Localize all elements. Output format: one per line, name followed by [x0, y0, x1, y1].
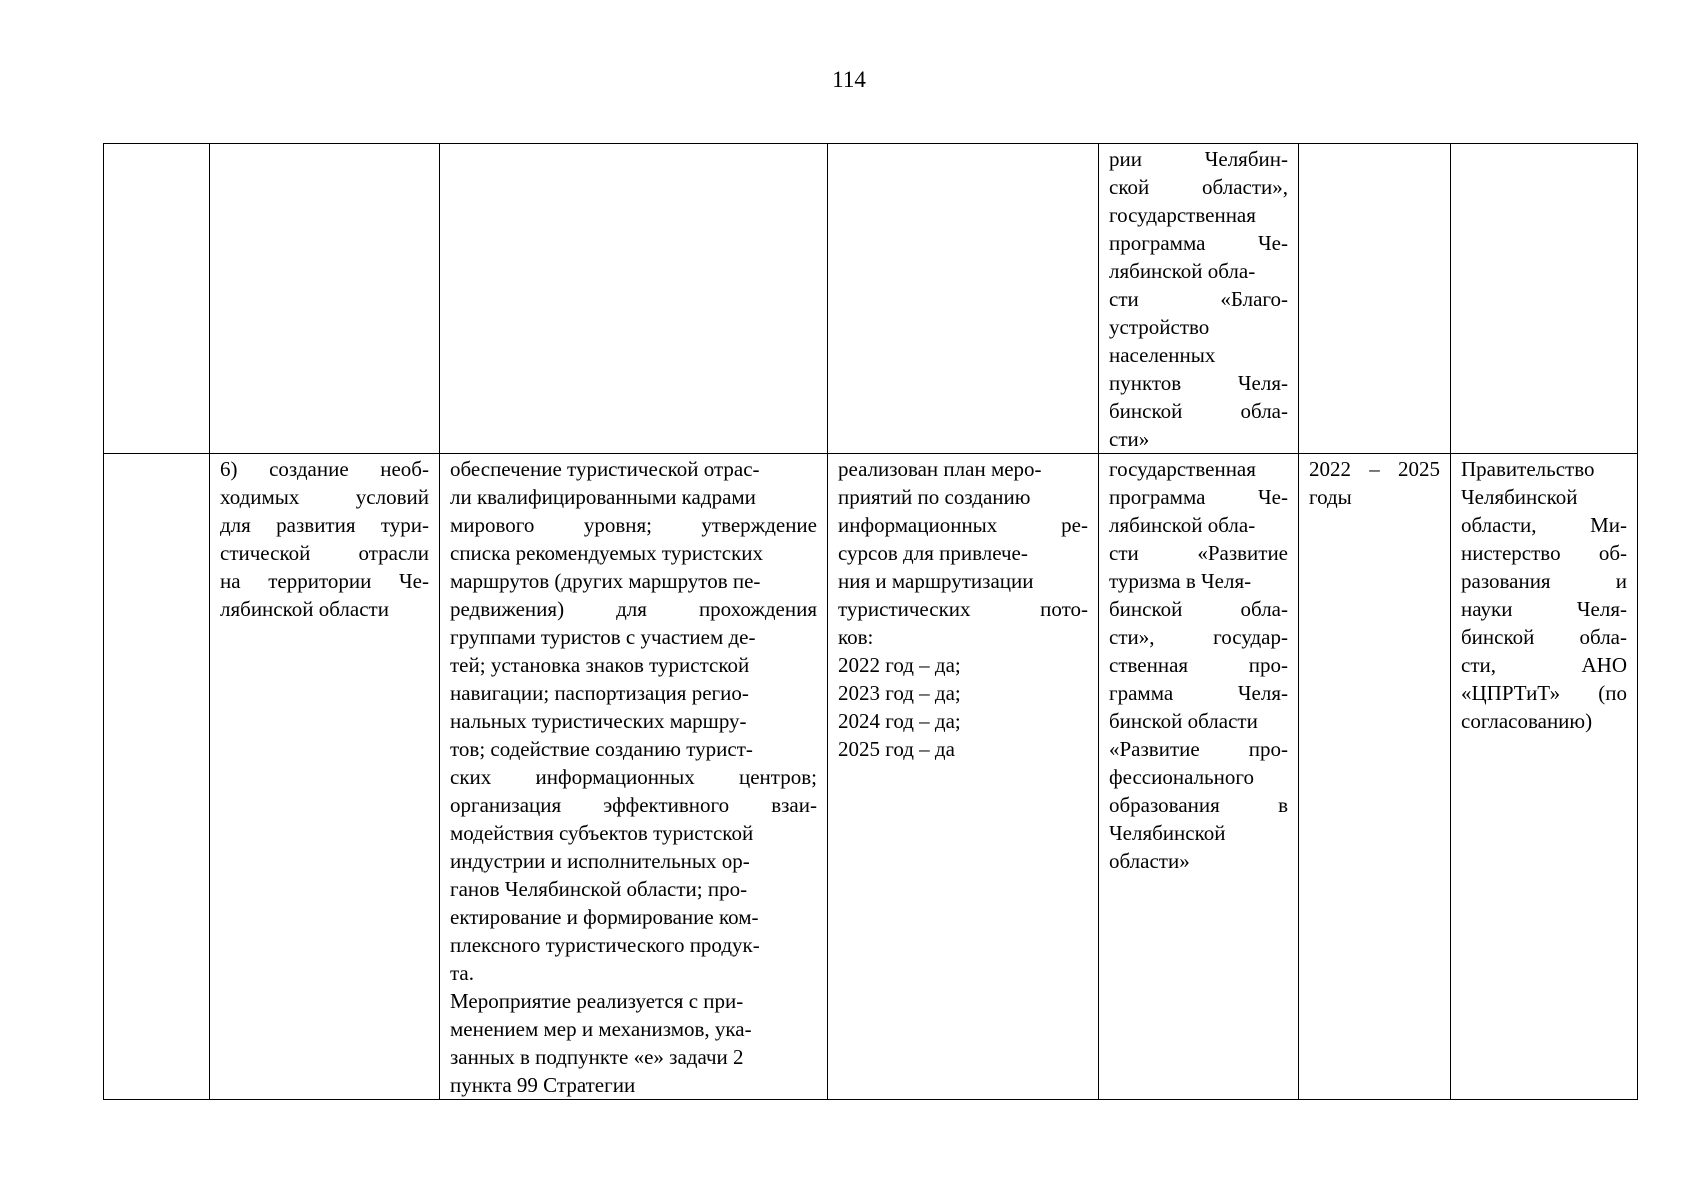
text-word: сти», [1109, 625, 1155, 649]
table-cell [104, 454, 210, 1100]
text-word: бинской [1109, 597, 1183, 621]
text-word: области», [1202, 175, 1288, 199]
text-word: про- [1248, 737, 1288, 761]
text-line: ли квалифицированными кадрами [450, 485, 756, 509]
text-line: Правительство [1461, 457, 1595, 481]
text-line: годы [1309, 485, 1352, 509]
text-line: навигации; паспортизация регио- [450, 681, 749, 705]
text-line [1461, 511, 1627, 539]
text-line [1109, 595, 1288, 623]
document-table [103, 143, 1638, 1100]
text-line: та. [450, 961, 475, 985]
text-line [450, 595, 817, 623]
text-line: согласованию) [1461, 709, 1593, 733]
text-line [1309, 455, 1440, 483]
text-word: Че- [399, 569, 429, 593]
text-line: сти» [1109, 427, 1150, 451]
text-word: 6) [220, 457, 238, 481]
text-line: маршрутов (других маршрутов пе- [450, 569, 761, 593]
text-line: сурсов для привлече- [838, 541, 1028, 565]
text-line: 2023 год – да; [838, 681, 961, 705]
text-word: Че- [1258, 485, 1288, 509]
text-word: пото- [1040, 597, 1088, 621]
text-word: ходимых [220, 485, 300, 509]
text-line [1109, 397, 1288, 425]
text-line [220, 539, 429, 567]
text-line: лябинской области [220, 597, 389, 621]
text-word: информационных [535, 765, 695, 789]
text-word: бинской [1461, 625, 1535, 649]
text-word: территории [268, 569, 372, 593]
text-word: нистерство [1461, 541, 1561, 565]
text-word: «Развитие [1109, 737, 1200, 761]
text-line [838, 595, 1088, 623]
text-line: тов; содействие созданию турист- [450, 737, 753, 761]
text-word: государ- [1213, 625, 1288, 649]
text-word: организация [450, 793, 562, 817]
text-line [1461, 595, 1627, 623]
text-line [1109, 623, 1288, 651]
text-line: приятий по созданию [838, 485, 1031, 509]
state-program-cell [1099, 144, 1299, 454]
text-line [450, 511, 817, 539]
text-word: грамма [1109, 681, 1174, 705]
text-line: области» [1109, 849, 1190, 873]
text-word: образования [1109, 793, 1220, 817]
text-word: 2025 [1398, 457, 1440, 481]
text-word: взаи- [771, 793, 817, 817]
text-line: тей; установка знаков туристской [450, 653, 750, 677]
text-line: обеспечение туристической отрас- [450, 457, 760, 481]
text-word: Че- [1258, 231, 1288, 255]
text-line [1109, 285, 1288, 313]
text-word: рии [1109, 147, 1142, 171]
text-line: ков: [838, 625, 874, 649]
text-line: менением мер и механизмов, ука- [450, 1017, 752, 1041]
text-word: для [220, 513, 251, 537]
text-line [1109, 679, 1288, 707]
text-line: государственная [1109, 203, 1256, 227]
text-word: утверждение [701, 513, 817, 537]
text-line: устройство [1109, 315, 1210, 339]
text-line: Мероприятие реализуется с при- [450, 989, 744, 1013]
text-word: Ми- [1590, 513, 1627, 537]
text-word: сти [1109, 541, 1139, 565]
text-line: бинской области [1109, 709, 1258, 733]
text-word: и [1615, 569, 1627, 593]
text-word: для [616, 597, 647, 621]
text-word: ской [1109, 175, 1150, 199]
text-word: прохождения [698, 597, 817, 621]
text-line: населенных [1109, 343, 1216, 367]
text-line: занных в подпункте «е» задачи 2 [450, 1045, 744, 1069]
state-program-cell [1099, 454, 1299, 1100]
table-cell [1299, 144, 1451, 454]
text-word: разования [1461, 569, 1551, 593]
text-line: 2025 год – да [838, 737, 955, 761]
text-line: списка рекомендуемых туристских [450, 541, 764, 565]
text-word: Челя- [1237, 371, 1288, 395]
text-line: 2024 год – да; [838, 709, 961, 733]
text-word: Челя- [1237, 681, 1288, 705]
text-line: государственная [1109, 457, 1256, 481]
text-word: АНО [1581, 653, 1627, 677]
text-word: тури- [380, 513, 429, 537]
text-line: нальных туристических маршру- [450, 709, 747, 733]
text-line [1461, 651, 1627, 679]
text-line [220, 567, 429, 595]
text-word: туристических [838, 597, 971, 621]
text-line [1109, 229, 1288, 257]
text-line [1109, 735, 1288, 763]
text-line [1109, 173, 1288, 201]
text-line: плексного туристического продук- [450, 933, 760, 957]
text-line [220, 511, 429, 539]
text-line: группами туристов с участием де- [450, 625, 756, 649]
task-cell [210, 454, 440, 1100]
text-word: ре- [1061, 513, 1088, 537]
text-line [1109, 791, 1288, 819]
text-line [838, 511, 1088, 539]
text-word: отрасли [358, 541, 429, 565]
text-line: Челябинской [1109, 821, 1226, 845]
text-line: лябинской обла- [1109, 513, 1256, 537]
text-word: стической [220, 541, 311, 565]
text-line: лябинской обла- [1109, 259, 1256, 283]
text-word: на [220, 569, 241, 593]
text-line: Челябинской [1461, 485, 1578, 509]
text-line: ганов Челябинской области; про- [450, 877, 748, 901]
text-word: Челябин- [1204, 147, 1288, 171]
text-line: реализован план меро- [838, 457, 1042, 481]
text-word: (по [1598, 681, 1627, 705]
text-word: необ- [380, 457, 429, 481]
result-cell [828, 454, 1099, 1100]
text-word: обла- [1240, 597, 1288, 621]
table-cell [828, 144, 1099, 454]
text-word: условий [355, 485, 429, 509]
text-line: 2022 год – да; [838, 653, 961, 677]
text-word: – [1369, 457, 1380, 481]
page-number: 114 [832, 67, 866, 92]
table-row [104, 144, 1638, 454]
text-line [220, 483, 429, 511]
table-cell [104, 144, 210, 454]
text-word: сти [1109, 287, 1139, 311]
text-word: мирового [450, 513, 535, 537]
text-word: ских [450, 765, 492, 789]
text-word: 2022 [1309, 457, 1351, 481]
text-line [1461, 679, 1627, 707]
text-word: сти, [1461, 653, 1496, 677]
text-word: про- [1248, 653, 1288, 677]
text-word: «ЦПРТиТ» [1461, 681, 1561, 705]
text-line [1109, 539, 1288, 567]
text-line: туризма в Челя- [1109, 569, 1252, 593]
text-line: модействия субъектов туристской [450, 821, 754, 845]
text-word: обла- [1240, 399, 1288, 423]
text-line [1109, 145, 1288, 173]
responsible-cell [1451, 454, 1638, 1100]
text-line [1109, 651, 1288, 679]
text-line [1461, 623, 1627, 651]
text-word: пунктов [1109, 371, 1182, 395]
table-cell [1451, 144, 1638, 454]
text-word: об- [1598, 541, 1627, 565]
table-cell [210, 144, 440, 454]
text-line: ния и маршрутизации [838, 569, 1034, 593]
text-word: программа [1109, 485, 1206, 509]
text-line [1461, 539, 1627, 567]
measures-cell [440, 454, 828, 1100]
text-word: «Благо- [1220, 287, 1288, 311]
text-line [1461, 567, 1627, 595]
text-line: пункта 99 Стратегии [450, 1073, 636, 1097]
text-word: обла- [1579, 625, 1627, 649]
text-word: науки [1461, 597, 1513, 621]
text-word: ственная [1109, 653, 1189, 677]
text-word: центров; [739, 765, 817, 789]
text-word: создание [269, 457, 349, 481]
text-word: Челя- [1576, 597, 1627, 621]
text-line: ектирование и формирование ком- [450, 905, 759, 929]
text-line [450, 791, 817, 819]
text-line [1109, 369, 1288, 397]
text-word: области, [1461, 513, 1537, 537]
text-word: бинской [1109, 399, 1183, 423]
table-cell [440, 144, 828, 454]
text-word: в [1278, 793, 1288, 817]
text-word: информационных [838, 513, 998, 537]
text-word: программа [1109, 231, 1206, 255]
period-cell [1299, 454, 1451, 1100]
text-word: эффективного [603, 793, 730, 817]
text-word: развития [276, 513, 356, 537]
text-line [220, 455, 429, 483]
text-word: «Развитие [1197, 541, 1288, 565]
text-line [450, 763, 817, 791]
table-row [104, 454, 1638, 1100]
text-line: индустрии и исполнительных ор- [450, 849, 750, 873]
text-line [1109, 483, 1288, 511]
text-word: уровня; [583, 513, 652, 537]
text-line: фессионального [1109, 765, 1254, 789]
text-word: редвижения) [450, 597, 565, 621]
